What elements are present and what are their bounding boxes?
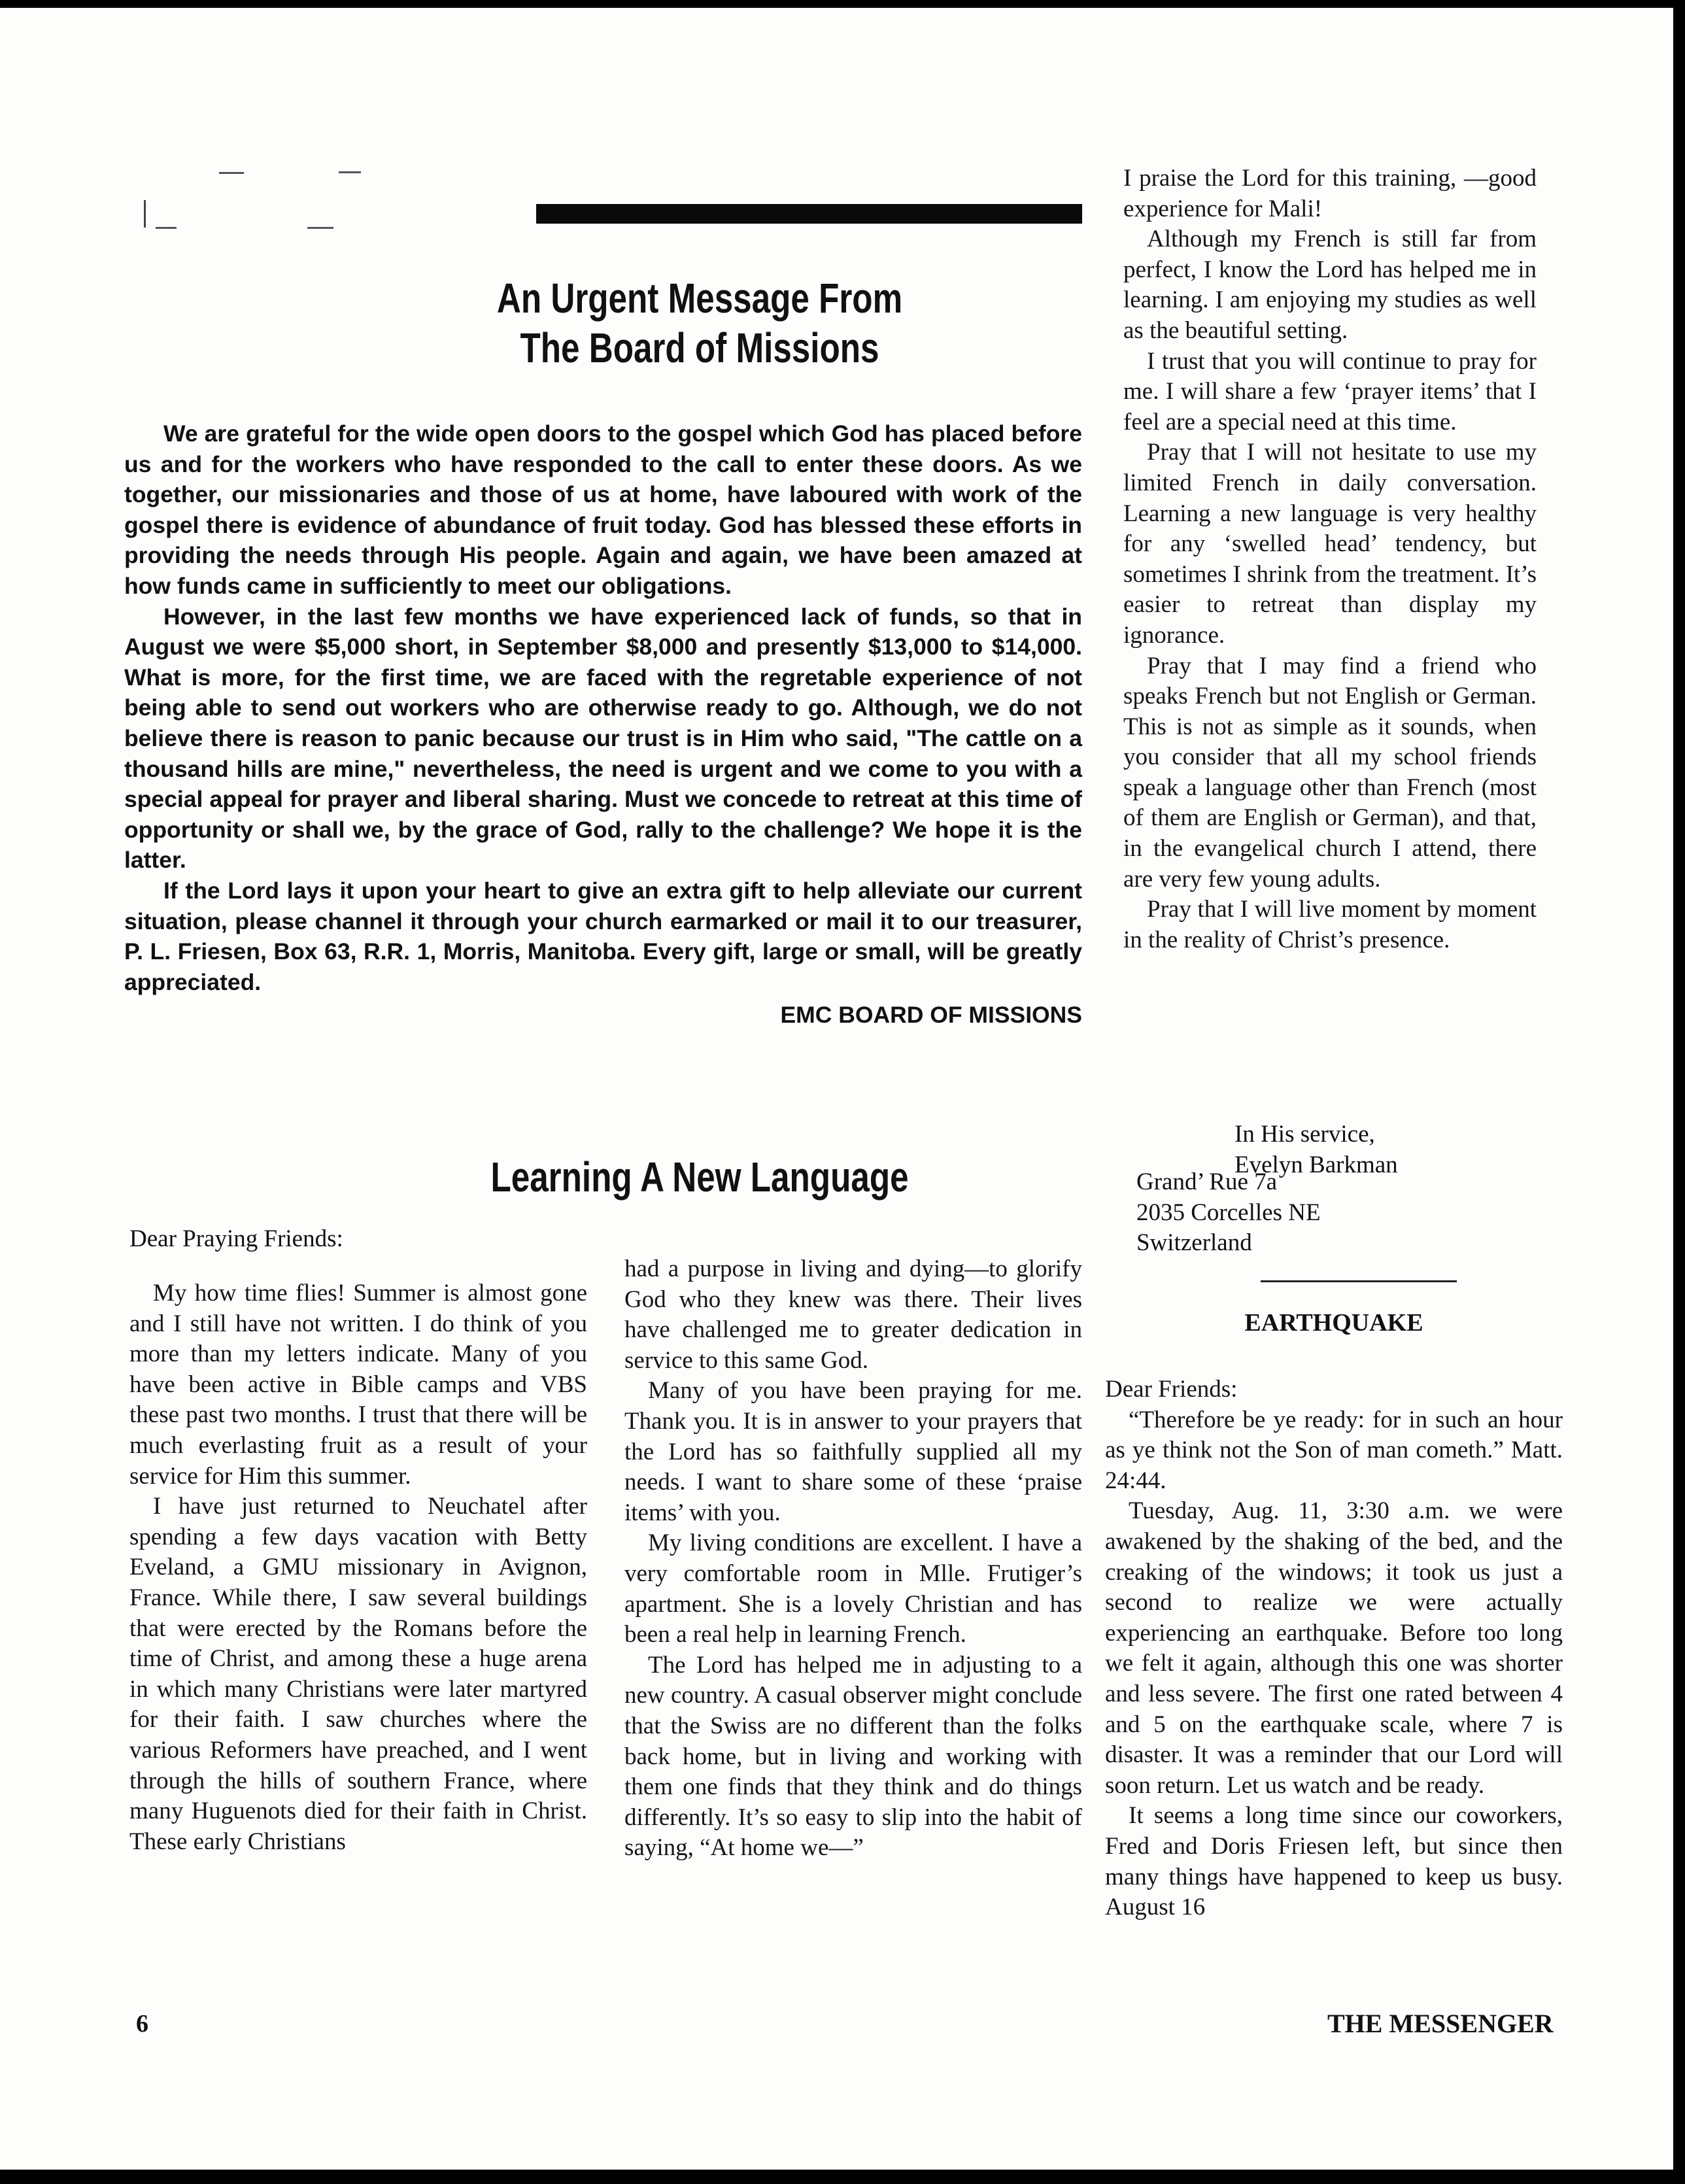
article-paragraph: Many of you have been praying for me. Thank you. It is in answer to your prayers that the Lord has so faithfully supplied all my needs. I want to share some of these ‘praise items’ with you. xyxy=(624,1377,1082,1526)
scan-mark xyxy=(144,200,146,228)
language-article-middle-column xyxy=(624,1254,1082,1864)
article-paragraph: I trust that you will continue to pray for me. I will share a few ‘prayer items’ that I feel are a special need at this time. xyxy=(1123,347,1537,435)
scan-mark xyxy=(307,227,333,229)
article-paragraph: Pray that I will not hesitate to use my limited French in daily conversation. Learning a new language is very healthy for any ‘swelled head’ tendency, but sometimes I shrink from the treatment. It’s easier to retreat than display my ignorance. xyxy=(1123,439,1537,649)
scan-mark xyxy=(156,227,177,229)
board-title-line-2: The Board of Missions xyxy=(520,324,879,371)
author-name: Evelyn Barkman xyxy=(1234,1151,1398,1178)
earthquake-salutation: Dear Friends: xyxy=(1105,1376,1238,1403)
board-title-line-1: An Urgent Message From xyxy=(496,275,903,322)
page-number: 6 xyxy=(136,2010,148,2038)
closing-line: In His service, xyxy=(1234,1121,1375,1148)
scan-border-top xyxy=(0,0,1685,8)
article-paragraph: I praise the Lord for this training, —good experience for Mali! xyxy=(1123,165,1537,222)
header-rule xyxy=(536,204,1082,224)
author-address xyxy=(1136,1167,1321,1259)
language-article-title: Learning A New Language xyxy=(490,1153,909,1201)
address-line: 2035 Corcelles NE xyxy=(1136,1199,1321,1226)
article-paragraph: had a purpose in living and dying—to glorify God who they knew was there. Their lives have challenged me to greater dedication in service to this same God. xyxy=(624,1255,1082,1374)
board-paragraph: If the Lord lays it upon your heart to give an extra gift to help alleviate our current situation, please channel it through your church earmarked or mail it to our treasurer, P. L. Friesen, Box 63, R.R. 1, Morris, Manitoba. Every gift, large or small, will be greatly appreciated. xyxy=(124,877,1082,995)
address-line: Grand’ Rue 7a xyxy=(1136,1169,1278,1195)
scan-mark xyxy=(219,172,244,174)
board-article-title xyxy=(391,273,1008,373)
earthquake-article-title: EARTHQUAKE xyxy=(1244,1309,1423,1337)
address-line: Switzerland xyxy=(1136,1229,1252,1257)
section-divider xyxy=(1261,1280,1457,1282)
scan-border-right xyxy=(1673,0,1685,2184)
board-paragraph: However, in the last few months we have experienced lack of funds, so that in August we were $5,000 short, in September $8,000 and presently $13,000 to $14,000. What is more, for the first time, we are faced with the regretable experience of not being able to send out workers who are otherwise ready to go. Although, we do not believe there is reason to panic because our trust is in Him who said, "The cattle on a thousand hills are mine," nevertheless, the need is urgent and we come to you with a special appeal for prayer and liberal sharing. Must we concede to retreat at this time of opportunity or shall we, by the grace of God, rally to the challenge? We hope it is the latter. xyxy=(124,603,1082,874)
scan-mark xyxy=(339,171,361,173)
publication-name: THE MESSENGER xyxy=(1327,2009,1554,2038)
article-paragraph: Pray that I will live moment by moment in the reality of Christ’s presence. xyxy=(1123,896,1537,953)
article-paragraph: The Lord has helped me in adjusting to a new country. A casual observer might conclude that the Swiss are no different than the folks back home, but in living and working with them one finds that they think and do things differently. It’s so easy to slip into the habit of saying, “At home we—” xyxy=(624,1651,1082,1862)
article-paragraph: Tuesday, Aug. 11, 3:30 a.m. we were awakened by the shaking of the bed, and the creaking of the windows; it took us just a second to realize we were actually experiencing an earthquake. Before too long we felt it again, although this one was shorter and less severe. The first one rated between 4 and 5 on the earthquake scale, where 7 is disaster. It was a reminder that our Lord will soon return. Let us watch and be ready. xyxy=(1105,1497,1563,1799)
earthquake-article-body xyxy=(1105,1374,1563,1923)
article-paragraph: My living conditions are excellent. I have a very comfortable room in Mlle. Frutiger’s apartment. She is a lovely Christian and has been a real help in learning French. xyxy=(624,1529,1082,1648)
board-paragraph: We are grateful for the wide open doors to the gospel which God has placed before us and for the workers who have responded to the call to enter these doors. As we together, our missionaries and those of us at home, have laboured with work of the gospel there is evidence of abundance of fruit today. God has blessed these efforts in providing the needs through His people. Again and again, we have been amazed at how funds came in sufficiently to meet our obligations. xyxy=(124,420,1082,599)
language-article-left-column xyxy=(129,1278,587,1857)
article-paragraph: It seems a long time since our coworkers, Fred and Doris Friesen left, but since then many things have happened to keep us busy. August 16 xyxy=(1105,1802,1563,1921)
article-paragraph: Pray that I may find a friend who speaks French but not English or German. This is not as simple as it sounds, when you consider that all my school friends speak a language other than French (most of them are English or German), and that, in the evangelical church I attend, there are very few young adults. xyxy=(1123,652,1537,893)
scan-border-bottom xyxy=(0,2170,1685,2184)
article-paragraph: My how time flies! Summer is almost gone and I still have not written. I do think of you more than my letters indicate. Many of you have been active in Bible camps and VBS these past two months. I trust that there will be much everlasting fruit as a result of your service for Him this summer. xyxy=(129,1280,587,1490)
article-paragraph: I have just returned to Neuchatel after spending a few days vacation with Betty Eveland, a GMU missionary in Avignon, France. While there, I saw several buildings that were erected by the Romans before the time of Christ, and among these a huge arena in which many Christians were later martyred for their faith. I saw churches where the various Reformers have preached, and I went through the hills of southern France, where many Huguenots died for their faith in Christ. These early Christians xyxy=(129,1493,587,1855)
board-signature: EMC BOARD OF MISSIONS xyxy=(780,1002,1082,1029)
article-paragraph: “Therefore be ye ready: for in such an hour as ye think not the Son of man cometh.” Matt. 24:44. xyxy=(1105,1406,1563,1494)
language-article-right-column xyxy=(1123,163,1537,955)
article-paragraph: Although my French is still far from perfect, I know the Lord has helped me in learning. I am enjoying my studies as well as the beautiful setting. xyxy=(1123,226,1537,344)
board-article-body xyxy=(124,418,1082,1031)
language-salutation: Dear Praying Friends: xyxy=(129,1225,343,1252)
